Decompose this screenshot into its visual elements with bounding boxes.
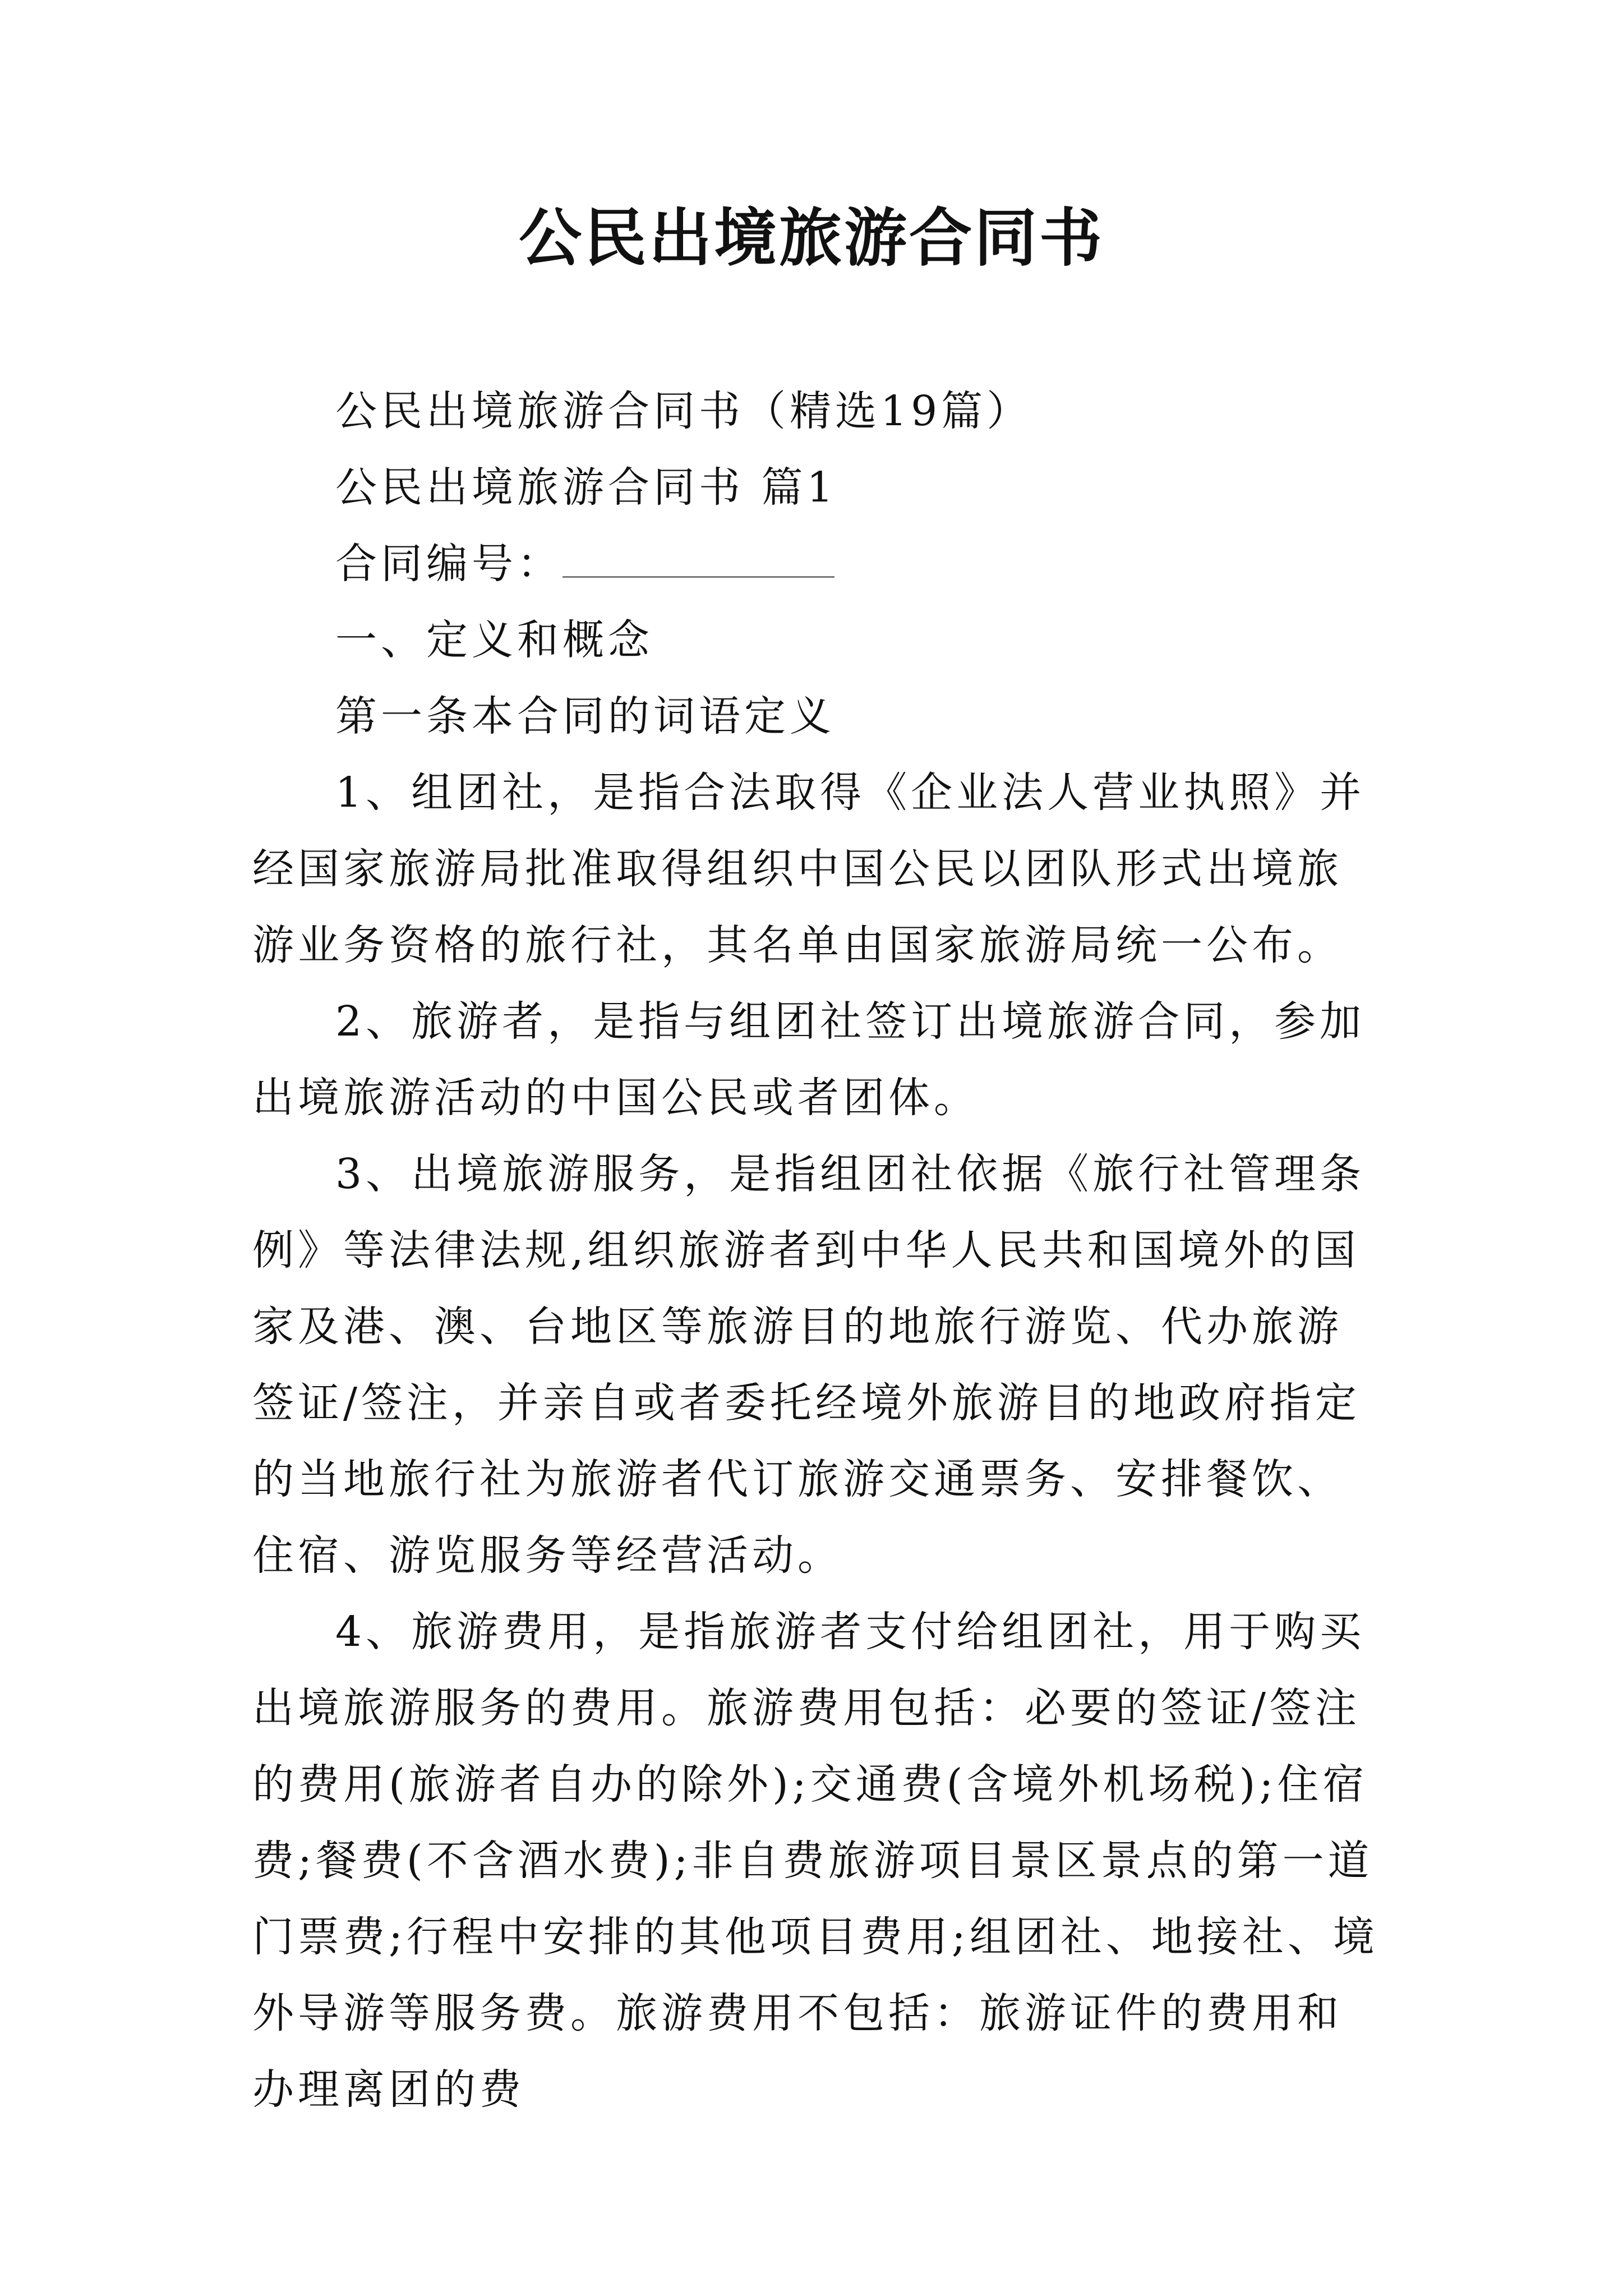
document-body	[252, 373, 1380, 2128]
contract-number-blank	[562, 535, 834, 578]
paragraph-definition-4: 4、旅游费用，是指旅游者支付给组团社，用于购买出境旅游服务的费用。旅游费用包括：必要的签证/签注的费用(旅游者自办的除外);交通费(含境外机场税);住宿费;餐费(不含酒水费);非自费旅游项目景区景点的第一道门票费;行程中安排的其他项目费用;组团社、地接社、境外导游等服务费。旅游费用不包括：旅游证件的费用和办理离团的费	[252, 1608, 1378, 2114]
article-heading: 第一条本合同的词语定义	[335, 692, 835, 740]
chapter-heading: 一、定义和概念	[335, 616, 653, 664]
document-subtitle: 公民出境旅游合同书（精选19篇）	[335, 387, 1032, 435]
contract-number-label: 合同编号：	[335, 540, 562, 588]
paragraph-definition-3: 3、出境旅游服务，是指组团社依据《旅行社管理条例》等法律法规,组织旅游者到中华人民共和国境外的国家及港、澳、台地区等旅游目的地旅行游览、代办旅游签证/签注，并亲自或者委托经境外旅游目的地政府指定的当地旅行社为旅游者代订旅游交通票务、安排餐饮、住宿、游览服务等经营活动。	[252, 1150, 1366, 1580]
section-heading: 公民出境旅游合同书 篇1	[335, 463, 837, 512]
contract-number-line	[252, 526, 1380, 602]
paragraph-definition-1: 1、组团社，是指合法取得《企业法人营业执照》并经国家旅游局批准取得组织中国公民以团队形式出境旅游业务资格的旅行社，其名单由国家旅游局统一公布。	[252, 769, 1366, 969]
paragraph-definition-2: 2、旅游者，是指与组团社签订出境旅游合同，参加出境旅游活动的中国公民或者团体。	[252, 997, 1366, 1122]
document-title: 公民出境旅游合同书	[519, 201, 1104, 275]
